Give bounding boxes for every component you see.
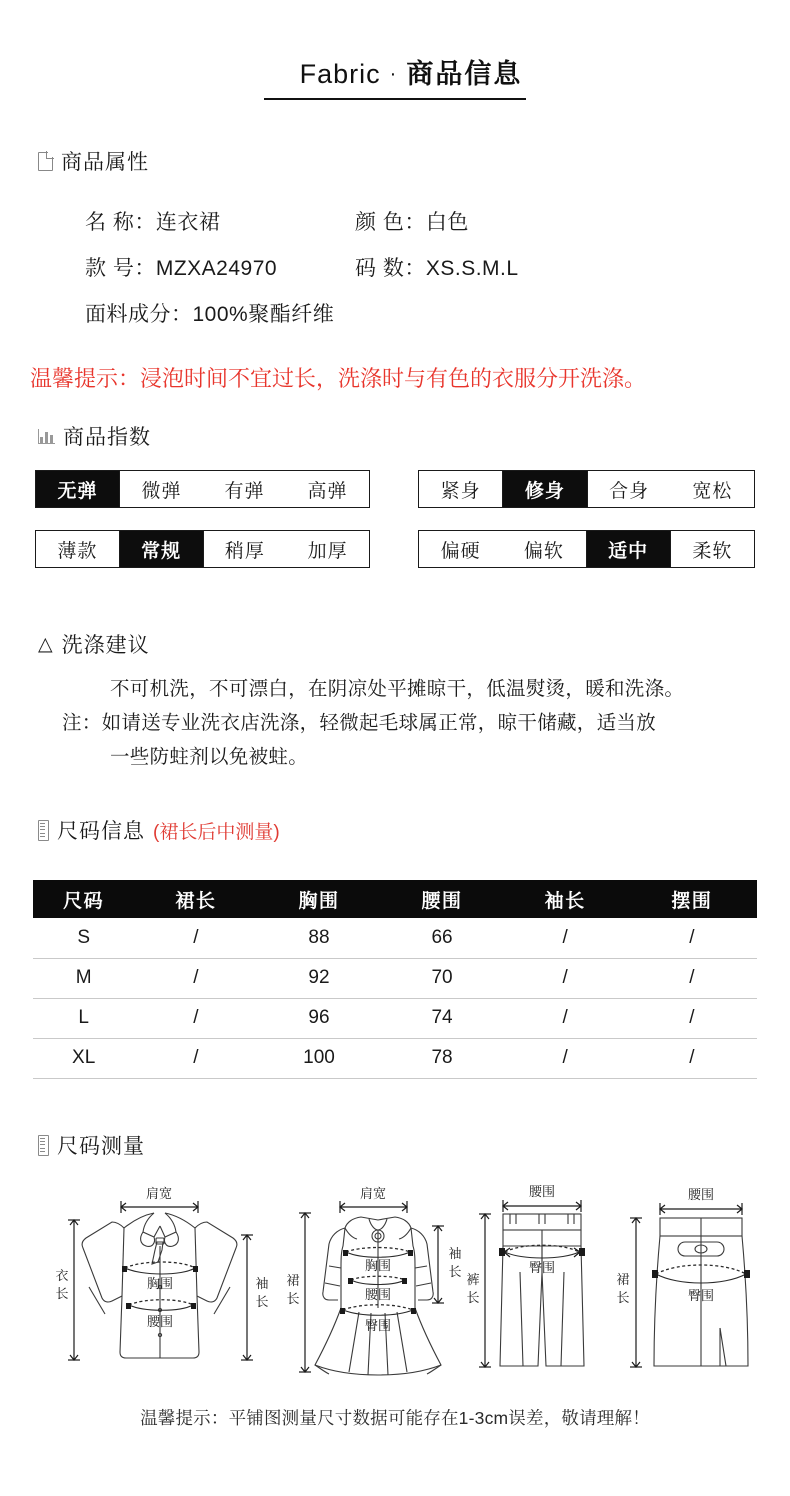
dress-label-hip: 臀围 — [364, 1318, 392, 1333]
size-info-heading-note: (裙长后中测量) — [153, 821, 280, 843]
svg-text:长: 长 — [616, 1290, 630, 1305]
svg-text:长: 长 — [286, 1291, 300, 1306]
attribute-value: MZXA24970 — [155, 257, 278, 280]
skirt-label-hip: 臀围 — [687, 1288, 715, 1303]
svg-text:长: 长 — [466, 1290, 480, 1305]
size-cell: / — [627, 1038, 757, 1078]
product-attributes-list — [0, 200, 790, 338]
attribute-empty-cell — [355, 292, 710, 338]
size-table-col-2: 胸围 — [257, 880, 380, 918]
index-table-thickness — [35, 530, 370, 568]
size-cell: / — [504, 918, 627, 958]
attribute-style-no-cell — [0, 246, 355, 292]
index-cell-softness-3[interactable]: 柔软 — [671, 531, 754, 567]
trousers-label-top: 腰围 — [528, 1184, 556, 1199]
size-table-col-5: 摆围 — [627, 880, 757, 918]
size-table-header-row — [33, 880, 757, 918]
product-index-heading-label: 商品指数 — [63, 426, 151, 449]
size-cell: 66 — [381, 918, 504, 958]
wash-advice-body — [0, 672, 790, 774]
wash-advice-heading — [38, 629, 150, 659]
svg-text:长: 长 — [448, 1264, 462, 1279]
attribute-label: 码 数： — [355, 257, 426, 280]
bar-chart-icon — [38, 429, 55, 444]
footer-measure-tip: 温馨提示：平铺图测量尺寸数据可能存在1-3cm误差，敬请理解！ — [140, 1408, 650, 1428]
product-index-heading — [38, 421, 151, 451]
size-table-col-3: 腰围 — [381, 880, 504, 918]
size-cell: L — [33, 998, 134, 1038]
wash-advice-line: 一些防蛀剂以免被蛀。 — [110, 746, 309, 768]
wash-advice-heading-label: 洗涤建议 — [61, 634, 150, 657]
size-cell: 78 — [381, 1038, 504, 1078]
attribute-label: 名 称： — [85, 211, 156, 234]
size-cell: / — [504, 998, 627, 1038]
trousers-diagram — [463, 1180, 628, 1380]
attribute-row — [0, 200, 790, 246]
attribute-row — [0, 246, 790, 292]
table-row — [33, 1038, 757, 1078]
index-cell-fit-0[interactable]: 紧身 — [419, 471, 503, 507]
blouse-label-top: 肩宽 — [145, 1186, 173, 1201]
blouse-label-chest: 胸围 — [146, 1276, 174, 1291]
attribute-material-cell — [0, 292, 355, 338]
document-icon — [38, 152, 53, 171]
index-cell-elasticity-3[interactable]: 高弹 — [286, 471, 369, 507]
attribute-value: 连衣裙 — [155, 211, 221, 234]
blouse-diagram — [42, 1180, 277, 1380]
size-cell: / — [134, 918, 257, 958]
size-cell: / — [134, 998, 257, 1038]
size-info-heading — [38, 815, 280, 845]
blouse-label-right-2: 长 — [255, 1294, 269, 1309]
index-cell-softness-0[interactable]: 偏硬 — [419, 531, 502, 567]
size-cell: / — [627, 958, 757, 998]
dress-label-chest: 胸围 — [364, 1258, 392, 1273]
attribute-label: 面料成分： — [85, 303, 193, 326]
size-cell: 92 — [257, 958, 380, 998]
svg-text:裙: 裙 — [286, 1273, 300, 1288]
size-table-col-4: 袖长 — [504, 880, 627, 918]
index-cell-elasticity-0[interactable]: 无弹 — [36, 471, 120, 507]
attribute-color-cell — [355, 200, 710, 246]
skirt-label-top: 腰围 — [687, 1187, 715, 1202]
svg-text:袖: 袖 — [448, 1246, 462, 1261]
size-info-heading-label: 尺码信息 — [57, 820, 145, 843]
dress-diagram — [283, 1180, 473, 1380]
ruler-icon — [38, 1135, 49, 1156]
title-dot-separator: · — [389, 63, 398, 85]
table-row — [33, 998, 757, 1038]
attribute-value: 100%聚酯纤维 — [192, 303, 335, 326]
attribute-label: 颜 色： — [355, 211, 426, 234]
index-table-fit — [418, 470, 755, 508]
index-cell-thickness-3[interactable]: 加厚 — [286, 531, 369, 567]
table-row — [33, 918, 757, 958]
index-cell-fit-3[interactable]: 宽松 — [671, 471, 754, 507]
attribute-value: XS.S.M.L — [425, 257, 519, 280]
size-cell: 96 — [257, 998, 380, 1038]
size-cell: 100 — [257, 1038, 380, 1078]
attribute-sizes-cell — [355, 246, 710, 292]
svg-text:裤: 裤 — [466, 1272, 480, 1287]
index-cell-elasticity-1[interactable]: 微弹 — [120, 471, 203, 507]
size-cell: 70 — [381, 958, 504, 998]
page-title-en: Fabric — [299, 59, 381, 89]
table-row — [33, 958, 757, 998]
size-cell: / — [504, 1038, 627, 1078]
size-cell: M — [33, 958, 134, 998]
size-measure-heading-label: 尺码测量 — [57, 1135, 145, 1158]
size-cell: 74 — [381, 998, 504, 1038]
index-cell-fit-2[interactable]: 合身 — [588, 471, 671, 507]
size-cell: S — [33, 918, 134, 958]
blouse-label-right-1: 袖 — [255, 1276, 269, 1291]
size-table-col-1: 裙长 — [134, 880, 257, 918]
size-cell: / — [134, 958, 257, 998]
index-cell-thickness-0[interactable]: 薄款 — [36, 531, 120, 567]
blouse-label-left-2: 长 — [55, 1286, 69, 1301]
attribute-value: 白色 — [425, 211, 469, 234]
page-title-container — [0, 52, 790, 100]
attribute-label: 款 号： — [85, 257, 156, 280]
size-cell: / — [504, 958, 627, 998]
product-attributes-heading — [38, 146, 149, 176]
blouse-label-left-1: 衣 — [55, 1268, 69, 1283]
size-cell: / — [134, 1038, 257, 1078]
size-cell: XL — [33, 1038, 134, 1078]
triangle-icon: △ — [38, 633, 54, 655]
index-cell-softness-2[interactable]: 适中 — [587, 531, 671, 567]
blouse-label-waist: 腰围 — [146, 1314, 174, 1329]
ruler-icon — [38, 820, 49, 841]
size-cell: / — [627, 918, 757, 958]
dress-label-waist: 腰围 — [364, 1287, 392, 1302]
page-title — [264, 52, 527, 100]
index-table-softness — [418, 530, 755, 568]
size-table — [33, 880, 757, 1079]
wash-warning-tip: 温馨提示：浸泡时间不宜过长，洗涤时与有色的衣服分开洗涤。 — [30, 366, 647, 391]
index-table-elasticity — [35, 470, 370, 508]
index-cell-fit-1[interactable]: 修身 — [503, 471, 587, 507]
page-title-cn: 商品信息 — [406, 59, 523, 89]
dress-label-top: 肩宽 — [359, 1186, 387, 1201]
index-cell-thickness-2[interactable]: 稍厚 — [204, 531, 287, 567]
index-cell-elasticity-2[interactable]: 有弹 — [203, 471, 286, 507]
svg-text:裙: 裙 — [616, 1272, 630, 1287]
size-table-col-0: 尺码 — [33, 880, 134, 918]
attribute-row — [0, 292, 790, 338]
size-cell: 88 — [257, 918, 380, 958]
attribute-name-cell — [0, 200, 355, 246]
size-cell: / — [627, 998, 757, 1038]
wash-advice-line: 不可机洗，不可漂白，在阴凉处平摊晾干，低温熨烫，暖和洗涤。 — [110, 678, 685, 700]
skirt-diagram — [608, 1180, 790, 1380]
index-cell-thickness-1[interactable]: 常规 — [120, 531, 204, 567]
product-attributes-heading-label: 商品属性 — [61, 151, 149, 174]
index-cell-softness-1[interactable]: 偏软 — [502, 531, 586, 567]
wash-advice-line: 注：如请送专业洗衣店洗涤，轻微起毛球属正常，晾干储藏，适当放 — [62, 712, 657, 734]
size-measure-heading — [38, 1130, 145, 1160]
size-measure-diagrams — [0, 1180, 790, 1380]
trousers-label-hip: 臀围 — [528, 1260, 556, 1275]
